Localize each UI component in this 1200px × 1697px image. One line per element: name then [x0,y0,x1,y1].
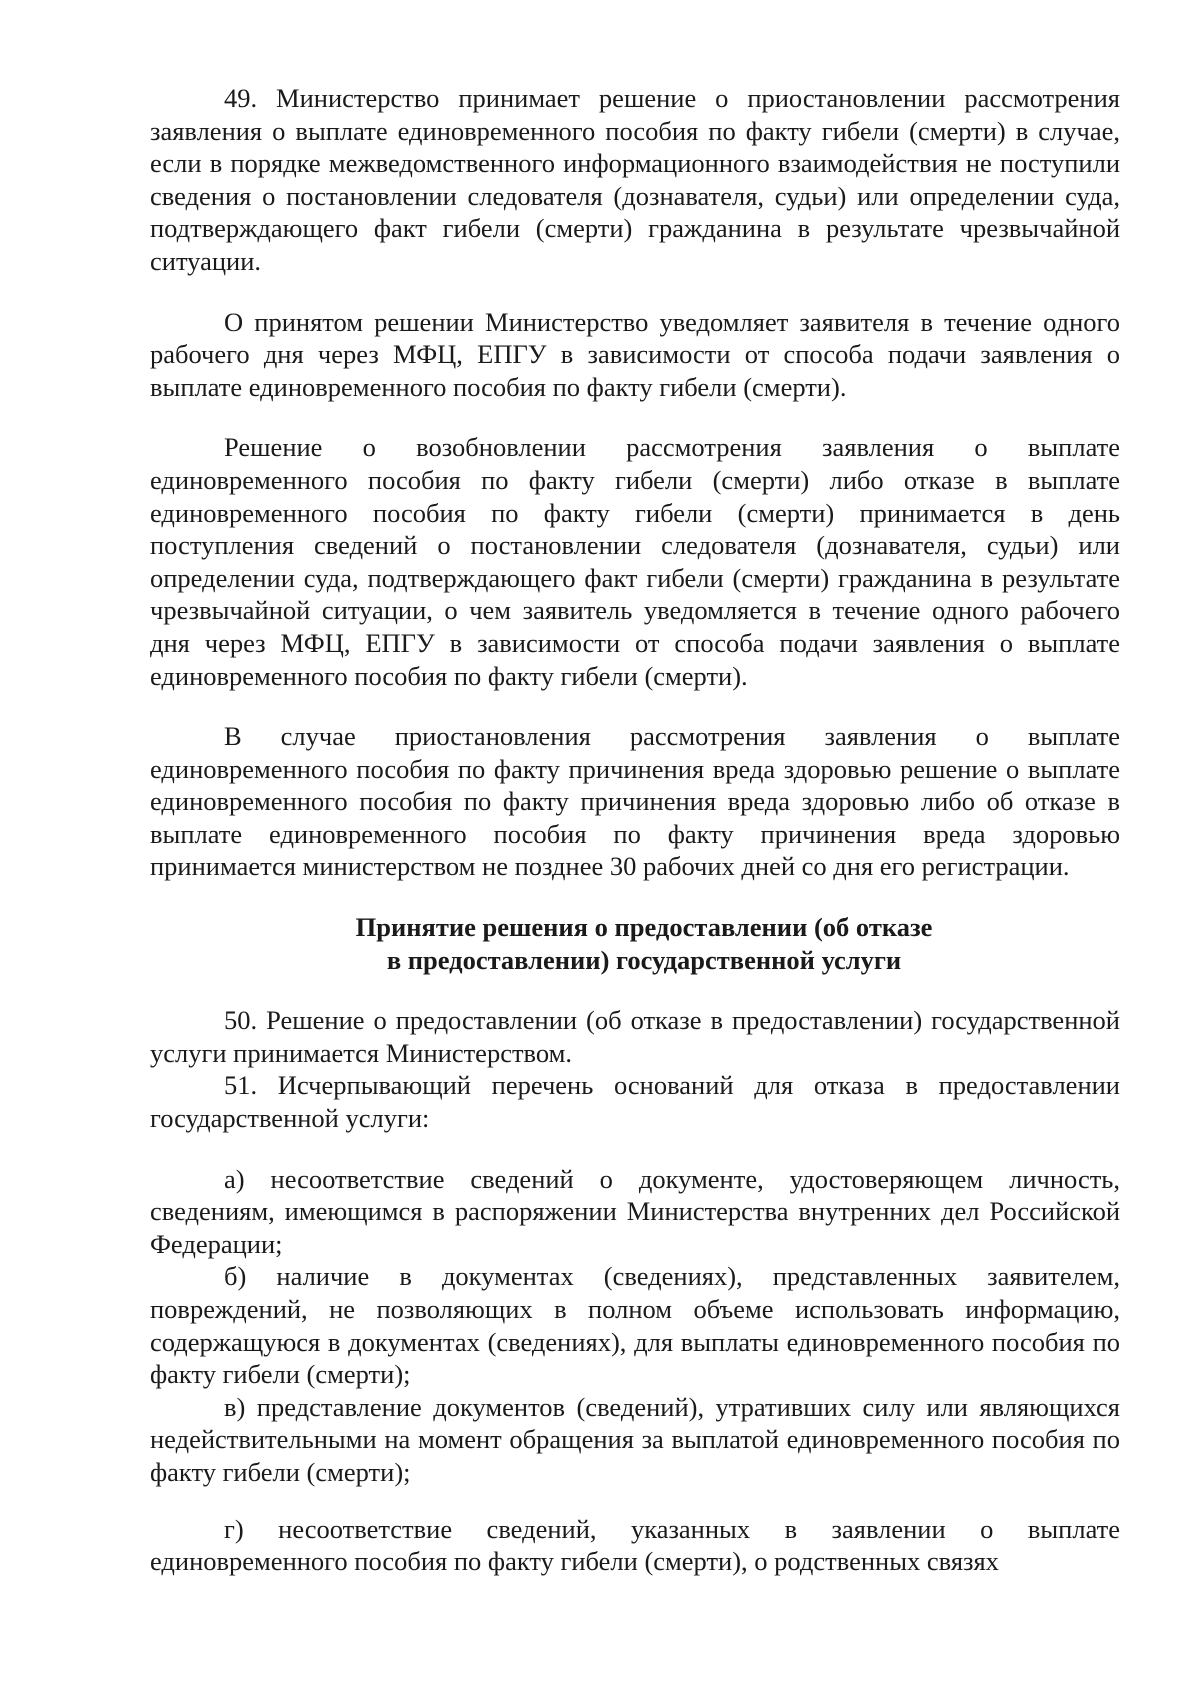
paragraph-49: 49. Министерство принимает решение о приостановлении рассмотрения заявления о выплате единовременного пособия по факту гибели (смерти) в случае, если в порядке межведомственного информационного взаимодействия не поступили сведения о постановлении следователя (дознавателя, судьи) или определении суда, подтверждающего факт гибели (смерти) гражданина в результате чрезвычайной ситуации. [150,83,1120,276]
section-heading-line-2: в предоставлении) государственной услуги [386,944,902,975]
list-item-a: а) несоответствие сведений о документе, удостоверяющем личность, сведениям, имеющимся в распоряжении Министерства внутренних дел Российской Федерации; [150,1163,1120,1259]
list-item-v: в) представление документов (сведений), утративших силу или являющихся недействительными на момент обращения за выплатой единовременного пособия по факту гибели (смерти); [150,1391,1120,1487]
list-item-g: г) несоответствие сведений, указанных в заявлении о выплате единовременного пособия по факту гибели (смерти), о родственных связях [150,1513,1120,1577]
paragraph-resumption: Решение о возобновлении рассмотрения заявления о выплате единовременного пособия по факту гибели (смерти) либо отказе в выплате единовременного пособия по факту гибели (смерти) принимается в день поступления сведений о постановлении следователя (дознавателя, судьи) или определении суда, подтверждающего факт гибели (смерти) гражданина в результате чрезвычайной ситуации, о чем заявитель уведомляется в течение одного рабочего дня через МФЦ, ЕПГУ в зависимости от способа подачи заявления о выплате единовременного пособия по факту гибели (смерти). [150,432,1120,691]
section-heading-line-1: Принятие решения о предоставлении (об отказе [355,912,933,943]
paragraph-health-damage: В случае приостановления рассмотрения заявления о выплате единовременного пособия по факту причинения вреда здоровью решение о выплате единовременного пособия по факту причинения вреда здоровью либо об отказе в выплате единовременного пособия по факту причинения вреда здоровью принимается министерством не позднее 30 рабочих дней со дня его регистрации. [150,721,1120,882]
section-heading [150,911,1120,976]
document-body [150,82,1120,1578]
paragraph-50: 50. Решение о предоставлении (об отказе в предоставлении) государственной услуги принимается Министерством. [150,1005,1120,1068]
list-item-b: б) наличие в документах (сведениях), представленных заявителем, повреждений, не позволяющих в полном объеме использовать информацию, содержащуюся в документах (сведениях), для выплаты единовременного пособия по факту гибели (смерти); [150,1261,1120,1390]
paragraph-51: 51. Исчерпывающий перечень оснований для отказа в предоставлении государственной услуги: [150,1070,1120,1134]
paragraph-notification: О принятом решении Министерство уведомляет заявителя в течение одного рабочего дня через МФЦ, ЕПГУ в зависимости от способа подачи заявления о выплате единовременного пособия по факту гибели (смерти). [150,306,1120,402]
